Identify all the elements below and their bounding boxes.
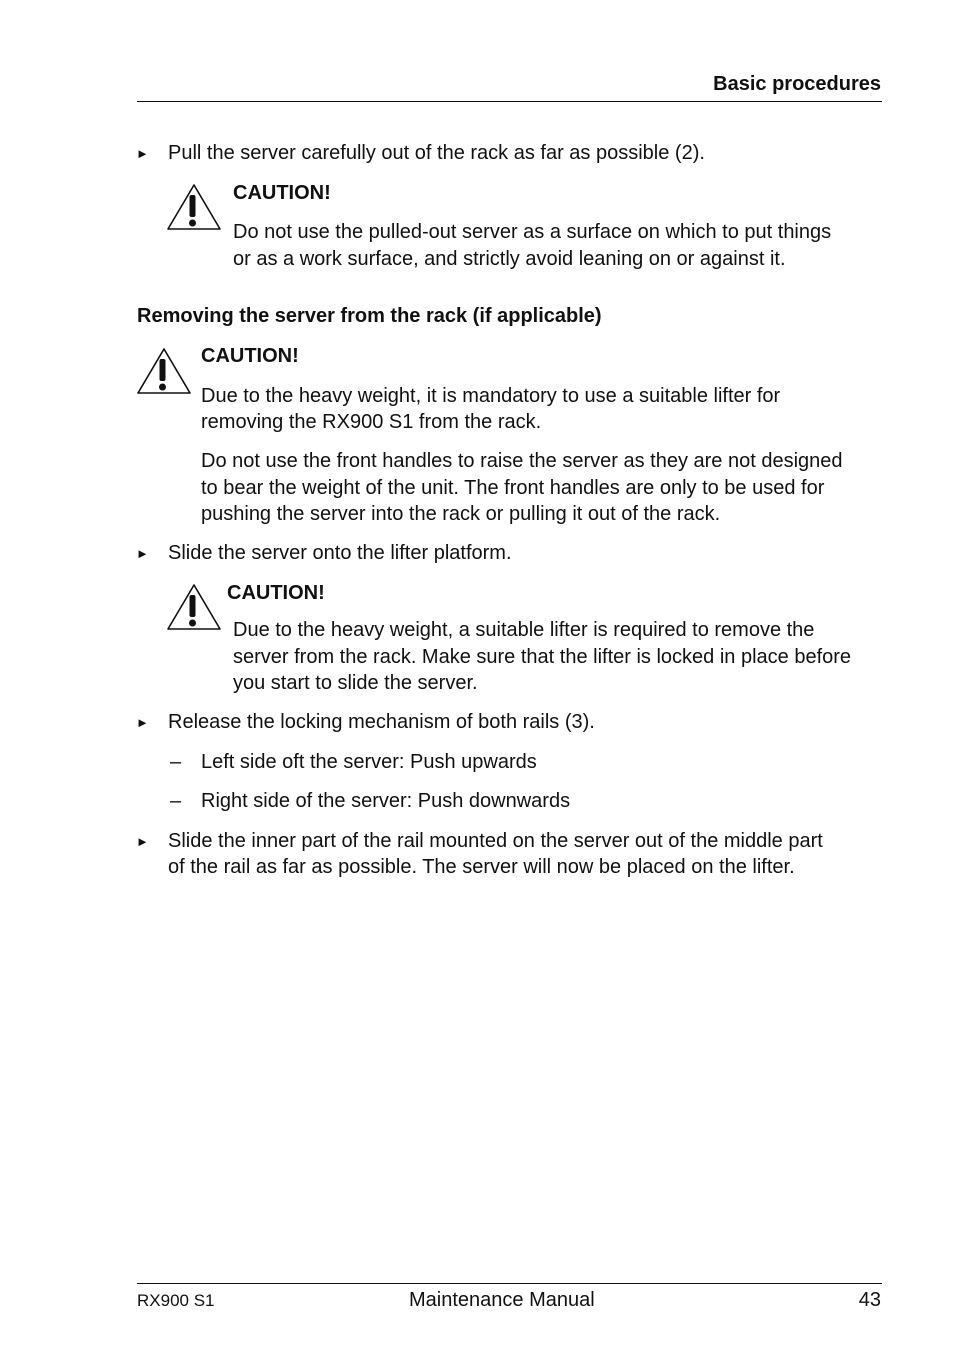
step-pull-server: Pull the server carefully out of the rack as far as possible (2). [168, 142, 705, 164]
caution-text-line: Due to the heavy weight, a suitable lifter is required to remove the [233, 619, 815, 641]
footer-model: RX900 S1 [137, 1291, 215, 1310]
footer-manual-title: Maintenance Manual [409, 1289, 595, 1311]
page-number: 43 [858, 1289, 881, 1311]
caution-heading: CAUTION! [201, 345, 299, 367]
caution-text-line: Do not use the front handles to raise the server as they are not designed [201, 450, 843, 472]
caution-text-line: pushing the server into the rack or pulling it out of the rack. [201, 503, 721, 525]
bullet-icon: ► [136, 146, 149, 161]
section-heading: Removing the server from the rack (if applicable) [137, 305, 602, 327]
caution-heading: CAUTION! [233, 182, 331, 204]
caution-text-line: server from the rack. Make sure that the lifter is locked in place before [233, 646, 852, 668]
dash-marker: – [170, 751, 182, 773]
bullet-icon: ► [136, 834, 149, 849]
caution-text-line: or as a work surface, and strictly avoid leaning on or against it. [233, 248, 786, 270]
step-release-locking: Release the locking mechanism of both rails (3). [168, 711, 595, 733]
step-slide-inner-rail-cont: of the rail as far as possible. The server will now be placed on the lifter. [168, 856, 795, 878]
caution-icon [166, 183, 222, 233]
footer-rule [137, 1283, 882, 1284]
substep-right-side: Right side of the server: Push downwards [201, 790, 571, 812]
header-rule [137, 101, 882, 102]
caution-text-line: you start to slide the server. [233, 672, 478, 694]
bullet-icon: ► [136, 715, 149, 730]
caution-text-line: Due to the heavy weight, it is mandatory to use a suitable lifter for [201, 385, 781, 407]
caution-heading: CAUTION! [227, 582, 325, 604]
bullet-icon: ► [136, 546, 149, 561]
caution-icon [166, 583, 222, 633]
caution-text-line: to bear the weight of the unit. The front handles are only to be used for [201, 477, 825, 499]
substep-left-side: Left side oft the server: Push upwards [201, 751, 537, 773]
dash-marker: – [170, 790, 182, 812]
caution-text-line: Do not use the pulled-out server as a surface on which to put things [233, 221, 832, 243]
step-slide-onto-lifter: Slide the server onto the lifter platform. [168, 542, 512, 564]
caution-icon [136, 347, 192, 397]
caution-text-line: removing the RX900 S1 from the rack. [201, 411, 542, 433]
step-slide-inner-rail: Slide the inner part of the rail mounted on the server out of the middle part [168, 830, 823, 852]
running-header-title: Basic procedures [713, 73, 881, 95]
